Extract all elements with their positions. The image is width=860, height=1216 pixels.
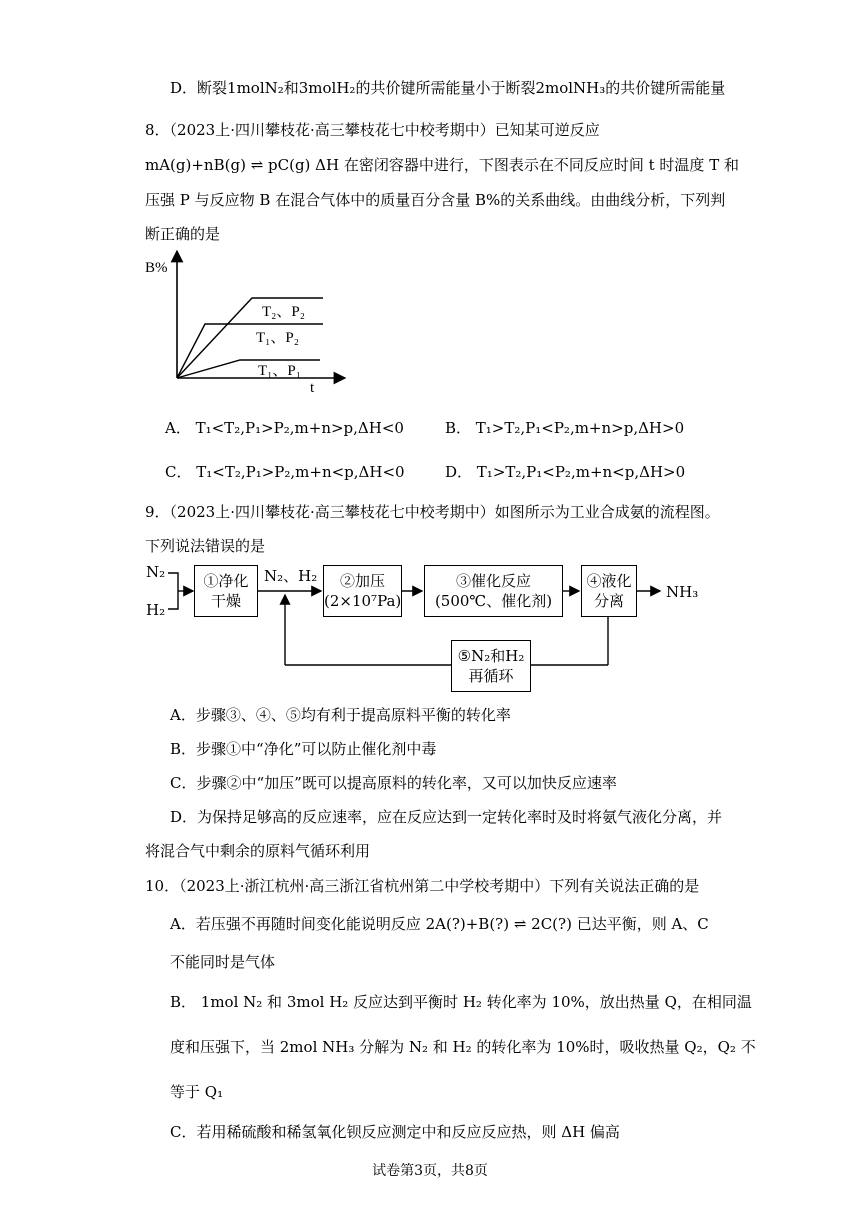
flow-mid-label: N₂、H₂ (264, 567, 318, 585)
q8-stem-line1: 8．（2023上·四川攀枝花·高三攀枝花七中校考期中）已知某可逆反应 (145, 121, 600, 139)
q8-stem-line2: mA(g)+nB(g) ⇌ pC(g) ΔH 在密闭容器中进行，下图表示在不同反应时间 t 时温度 T 和 (145, 156, 739, 174)
q8-option-b: B． T₁>T₂,P₁<P₂,m+n>p,ΔH>0 (445, 419, 685, 437)
label-t1-p1: T₁、P₁ (258, 363, 301, 379)
q10-option-a-line2: 不能同时是气体 (170, 953, 276, 971)
box4-line1: ④液化 (586, 572, 632, 590)
q8-option-a: A． T₁<T₂,P₁>P₂,m+n>p,ΔH<0 (165, 419, 404, 437)
box3-line2: (500℃、催化剂) (434, 592, 553, 610)
q10-option-c: C．若用稀硫酸和稀氢氧化钡反应测定中和反应反应热，则 ΔH 偏高 (170, 1123, 620, 1141)
graph-ylabel: B% (145, 260, 168, 276)
flow-box-pressurize (323, 565, 402, 617)
q10-option-a-line1: A．若压强不再随时间变化能说明反应 2A(?)+B(?) ⇌ 2C(?) 已达平衡，则 A、C (170, 915, 709, 933)
flow-box-catalysis (424, 565, 563, 617)
flow-output-nh3: NH₃ (666, 583, 699, 601)
q9-option-d-line2: 将混合气中剩余的原料气循环利用 (145, 842, 371, 860)
q9-option-b: B．步骤①中“净化”可以防止催化剂中毒 (170, 740, 437, 758)
q8-stem-line4: 断正确的是 (145, 225, 221, 243)
box5-line1: ⑤N₂和H₂ (457, 647, 525, 665)
q10-stem: 10．（2023上·浙江杭州·高三浙江省杭州第二中学校考期中）下列有关说法正确的是 (145, 877, 700, 895)
q9-stem-line1: 9．（2023上·四川攀枝花·高三攀枝花七中校考期中）如图所示为工业合成氨的流程图。 (145, 503, 720, 521)
q10-option-b-line2: 度和压强下，当 2mol NH₃ 分解为 N₂ 和 H₂ 的转化率为 10%时，吸收热量 Q₂，Q₂ 不 (170, 1038, 756, 1056)
q9-option-c: C．步骤②中“加压”既可以提高原料的转化率，又可以加快反应速率 (170, 774, 617, 792)
q8-stem-line3: 压强 P 与反应物 B 在混合气体中的质量百分含量 B%的关系曲线。由曲线分析，下列判 (145, 191, 726, 209)
graph-xlabel: t (310, 380, 315, 395)
box1-line1: ①净化 (203, 572, 249, 590)
box2-line1: ②加压 (339, 572, 385, 590)
q10-option-b-line3: 等于 Q₁ (170, 1083, 224, 1101)
page-footer: 试卷第3页，共8页 (372, 1163, 488, 1179)
box5-line2: 再循环 (468, 667, 514, 685)
flow-box-purify (194, 565, 258, 617)
q9-option-d-line1: D．为保持足够高的反应速率，应在反应达到一定转化率时及时将氨气液化分离，并 (170, 808, 723, 826)
flow-box-recycle (451, 640, 531, 692)
q10-option-b-line1: B． 1mol N₂ 和 3mol H₂ 反应达到平衡时 H₂ 转化率为 10%，放出热量 Q，在相同温 (170, 993, 752, 1011)
q7-option-d: D．断裂1molN₂和3molH₂的共价键所需能量小于断裂2molNH₃的共价键所需能量 (170, 79, 726, 97)
curve-t1-p2 (177, 324, 323, 378)
box4-line2: 分离 (593, 592, 624, 610)
flow-box-liquefy (581, 565, 637, 617)
q8-graph (140, 250, 360, 395)
q9-flowchart (140, 560, 720, 695)
q8-option-d: D． T₁>T₂,P₁<P₂,m+n<p,ΔH>0 (445, 463, 686, 481)
box3-line1: ③催化反应 (455, 572, 531, 590)
box2-line2: (2×10⁷Pa) (324, 592, 402, 610)
q8-option-c: C． T₁<T₂,P₁>P₂,m+n<p,ΔH<0 (165, 463, 405, 481)
flow-input-h2: H₂ (146, 601, 166, 619)
label-t2-p2: T₂、P₂ (262, 304, 305, 320)
box1-line2: 干燥 (210, 592, 241, 610)
q9-stem-line2: 下列说法错误的是 (145, 537, 266, 555)
flow-input-n2: N₂ (146, 563, 166, 581)
q9-option-a: A．步骤③、④、⑤均有利于提高原料平衡的转化率 (170, 706, 511, 724)
label-t1-p2: T₁、P₂ (256, 330, 299, 346)
